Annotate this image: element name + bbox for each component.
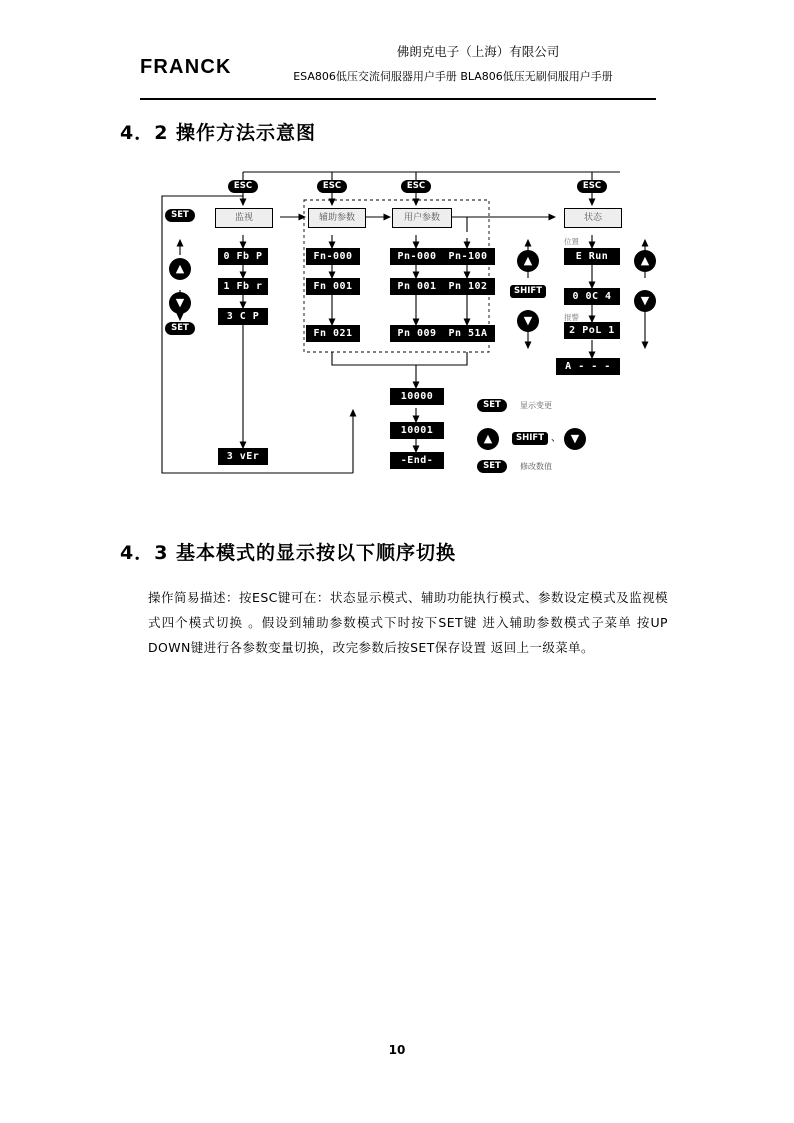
led-pn-2: Pn 51A <box>441 325 495 342</box>
led-status-3: A - - - <box>556 358 620 375</box>
mode-box-user[interactable]: 用户参数 <box>392 208 452 228</box>
led-status-2: 2 PoL 1 <box>564 322 620 339</box>
led-aux-1: Fn 001 <box>306 278 360 295</box>
led-user-1: Pn 001 <box>390 278 444 295</box>
led-monitor-0: 0 Fb P <box>218 248 268 265</box>
key-set-legend-1[interactable]: SET <box>477 399 507 412</box>
led-status-1: 0 0C 4 <box>564 288 620 305</box>
legend-comma: 、 <box>551 433 561 444</box>
led-aux-2: Fn 021 <box>306 325 360 342</box>
header-company-line: 佛朗克电子（上海）有限公司 <box>396 44 560 59</box>
led-value-0: 10000 <box>390 388 444 405</box>
key-esc-3[interactable]: ESC <box>401 180 431 193</box>
operation-flow-diagram <box>140 160 660 510</box>
led-monitor-2: 3 C P <box>218 308 268 325</box>
key-up-legend[interactable]: ▲ <box>477 428 499 450</box>
key-set-2[interactable]: SET <box>165 322 195 335</box>
section-4-3-body: 操作简易描述：按ESC键可在：状态显示模式、辅助功能执行模式、参数设定模式及监视模式四个模式切换 。假设到辅助参数模式下时按下SET键 进入辅助参数模式子菜单 按UP DOWN键进行各参数变量切换，改完参数后按SET保存设置 返回上一级菜单。 <box>148 590 668 655</box>
key-down-legend[interactable]: ▼ <box>564 428 586 450</box>
key-esc-2[interactable]: ESC <box>317 180 347 193</box>
label-status-pos: 位置 <box>564 237 579 246</box>
led-user-0: Pn-000 <box>390 248 444 265</box>
led-user-2: Pn 009 <box>390 325 444 342</box>
key-down-left[interactable]: ▼ <box>169 292 191 314</box>
led-aux-0: Fn-000 <box>306 248 360 265</box>
led-monitor-1: 1 Fb r <box>218 278 268 295</box>
legend-value-change: 修改数值 <box>520 462 552 471</box>
page-header <box>140 42 656 94</box>
led-monitor-3: 3 vEr <box>218 448 268 465</box>
led-pn-0: Pn-100 <box>441 248 495 265</box>
key-up-status-left[interactable]: ▲ <box>517 250 539 272</box>
key-down-status-right[interactable]: ▼ <box>634 290 656 312</box>
section-title-4-2: 4．2 操作方法示意图 <box>120 122 317 144</box>
legend-display-change: 显示变更 <box>520 401 552 410</box>
mode-box-aux[interactable]: 辅助参数 <box>308 208 366 228</box>
key-shift-legend[interactable]: SHIFT <box>512 432 548 445</box>
key-up-status-right[interactable]: ▲ <box>634 250 656 272</box>
key-set-1[interactable]: SET <box>165 209 195 222</box>
page-number: 10 <box>388 1043 406 1057</box>
led-value-2: -End- <box>390 452 444 469</box>
led-pn-1: Pn 102 <box>441 278 495 295</box>
mode-box-status[interactable]: 状态 <box>564 208 622 228</box>
brand-logo: FRANCK <box>140 56 232 78</box>
key-up-left[interactable]: ▲ <box>169 258 191 280</box>
key-esc-4[interactable]: ESC <box>577 180 607 193</box>
key-shift-status[interactable]: SHIFT <box>510 285 546 298</box>
label-status-alarm: 报警 <box>564 313 579 322</box>
key-down-status-left[interactable]: ▼ <box>517 310 539 332</box>
led-value-1: 10001 <box>390 422 444 439</box>
key-set-legend-2[interactable]: SET <box>477 460 507 473</box>
key-esc-1[interactable]: ESC <box>228 180 258 193</box>
section-title-4-3: 4．3 基本模式的显示按以下顺序切换 <box>120 542 457 564</box>
mode-box-monitor[interactable]: 监视 <box>215 208 273 228</box>
header-divider <box>140 98 656 100</box>
header-manual-line: ESA806低压交流伺服器用户手册 BLA806低压无刷伺服用户手册 <box>293 70 613 83</box>
led-status-0: E Run <box>564 248 620 265</box>
